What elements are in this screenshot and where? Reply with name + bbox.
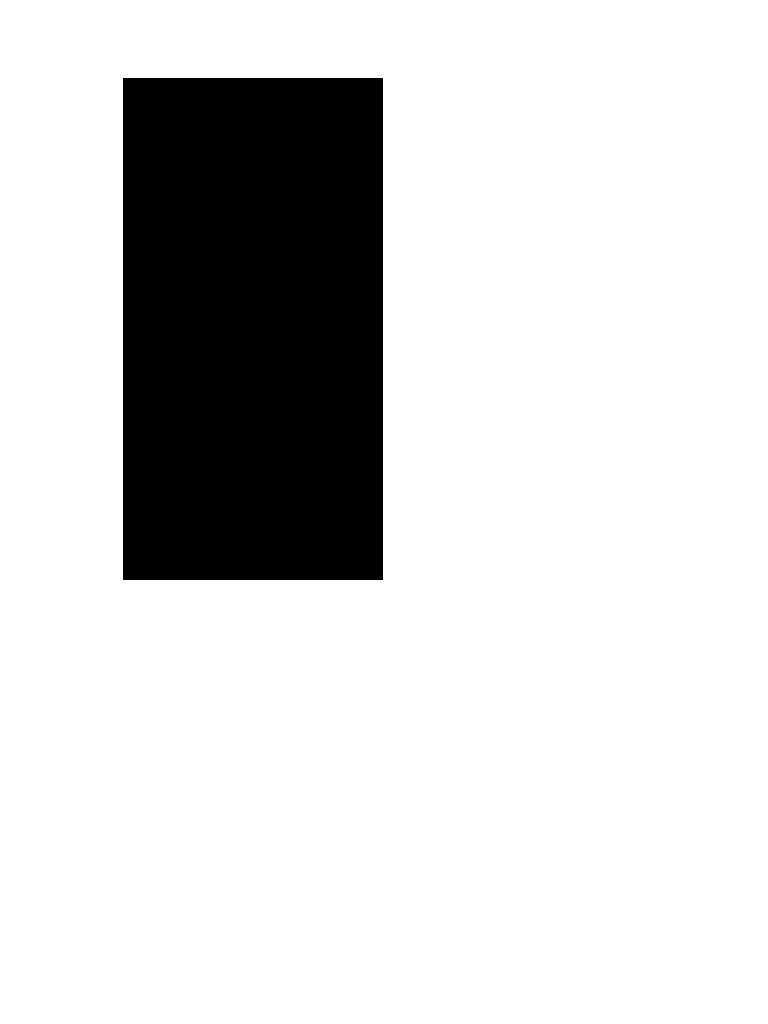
dilation-zone-graph (123, 78, 383, 580)
